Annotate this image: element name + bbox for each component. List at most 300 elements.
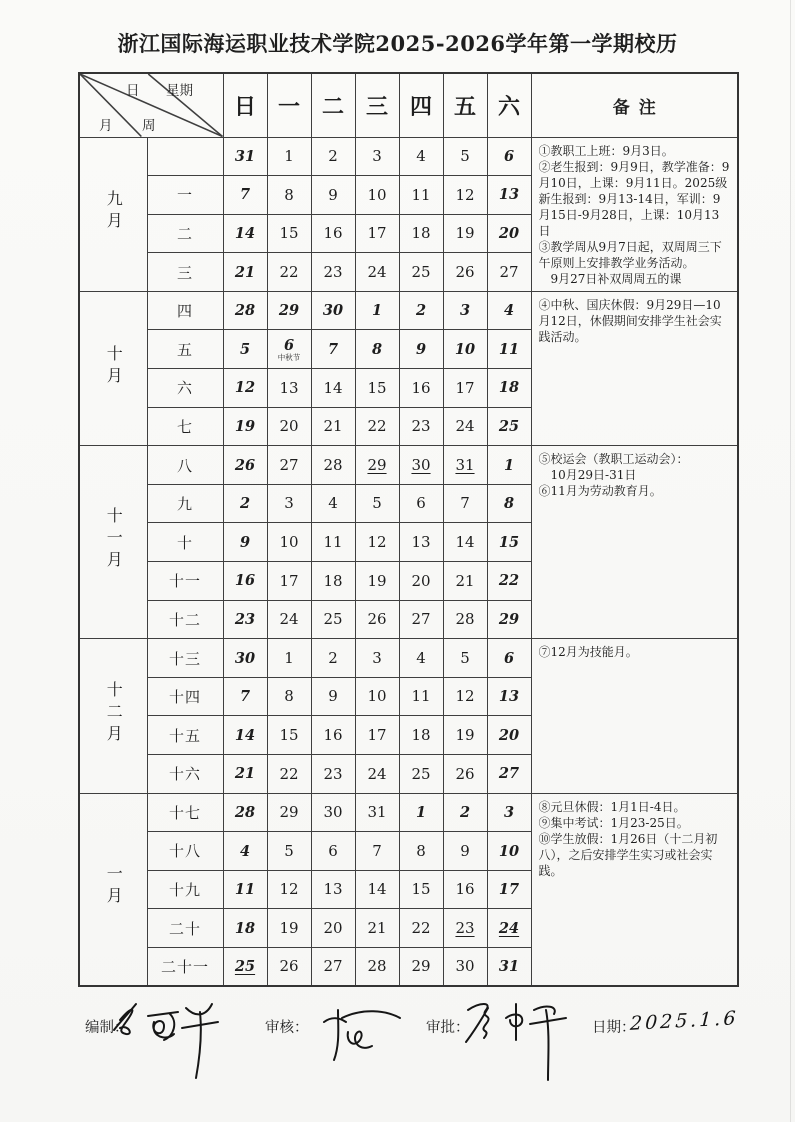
date-cell <box>443 716 487 755</box>
calendar-week-row <box>79 793 738 832</box>
week-number-cell: 六 <box>147 369 223 408</box>
date-number: 8 <box>284 185 294 204</box>
date-number: 26 <box>234 456 256 474</box>
date-cell <box>399 562 443 601</box>
date-cell <box>355 137 399 176</box>
date-number: 28 <box>455 610 475 629</box>
date-cell <box>355 291 399 330</box>
date-cell <box>443 600 487 639</box>
week-number-cell: 十八 <box>147 832 223 871</box>
date-number: 11 <box>234 881 256 899</box>
date-cell <box>443 330 487 369</box>
date-number: 16 <box>323 224 343 243</box>
date-number: 5 <box>460 147 470 166</box>
date-cell <box>311 562 355 601</box>
date-cell <box>267 137 311 176</box>
date-cell <box>223 600 267 639</box>
date-number: 29 <box>367 455 387 474</box>
date-number: 19 <box>455 725 475 744</box>
date-cell <box>311 214 355 253</box>
date-number: 12 <box>279 880 299 899</box>
week-number-cell: 十六 <box>147 755 223 794</box>
date-cell <box>311 755 355 794</box>
date-number: 2 <box>328 147 338 166</box>
date-cell <box>399 677 443 716</box>
date-cell <box>355 909 399 948</box>
date-number: 1 <box>284 147 294 166</box>
date-cell <box>355 484 399 523</box>
date-number: 11 <box>411 185 431 204</box>
weekday-header-tue: 二 <box>311 73 355 137</box>
date-number: 11 <box>323 532 343 551</box>
date-cell <box>399 870 443 909</box>
date-cell <box>267 793 311 832</box>
date-cell <box>443 639 487 678</box>
date-number: 8 <box>416 841 426 860</box>
date-number: 14 <box>323 378 343 397</box>
week-number-cell <box>147 137 223 176</box>
calendar-table <box>78 72 739 987</box>
date-cell <box>487 755 531 794</box>
review-label: 审核： <box>265 1020 309 1036</box>
date-cell <box>487 600 531 639</box>
date-cell <box>355 793 399 832</box>
date-number: 15 <box>411 880 431 899</box>
approver-signature <box>458 984 586 1088</box>
date-number: 29 <box>278 302 300 320</box>
week-number-cell: 二十 <box>147 909 223 948</box>
weekday-header-sun: 日 <box>223 73 267 137</box>
date-cell <box>223 562 267 601</box>
date-number: 30 <box>455 957 475 976</box>
date-cell <box>487 137 531 176</box>
date-number: 6 <box>503 147 515 165</box>
date-cell <box>267 562 311 601</box>
date-cell <box>311 446 355 485</box>
date-cell <box>267 407 311 446</box>
date-cell <box>223 832 267 871</box>
date-number: 28 <box>367 957 387 976</box>
date-number: 5 <box>284 841 294 860</box>
date-cell <box>311 600 355 639</box>
date-cell <box>267 755 311 794</box>
date-number: 17 <box>367 224 387 243</box>
date-number: 9 <box>460 841 470 860</box>
date-number: 14 <box>234 225 256 243</box>
date-cell <box>355 947 399 986</box>
date-cell <box>399 176 443 215</box>
date-cell <box>223 291 267 330</box>
date-cell <box>223 214 267 253</box>
date-number: 21 <box>234 765 256 783</box>
week-number-cell: 十五 <box>147 716 223 755</box>
date-number: 9 <box>328 185 338 204</box>
date-number: 3 <box>459 302 471 320</box>
date-cell <box>311 947 355 986</box>
month-remarks-cell <box>531 793 738 986</box>
date-cell <box>399 639 443 678</box>
date-cell <box>487 523 531 562</box>
date-number: 23 <box>455 918 475 937</box>
handwritten-date: 2025.1.6 <box>629 1007 740 1035</box>
week-number-cell: 十 <box>147 523 223 562</box>
date-number: 7 <box>372 841 382 860</box>
date-cell <box>223 793 267 832</box>
date-cell <box>399 947 443 986</box>
compile-label: 编制： <box>85 1020 129 1036</box>
date-cell <box>399 369 443 408</box>
date-cell <box>487 947 531 986</box>
date-number: 27 <box>411 610 431 629</box>
date-cell <box>355 639 399 678</box>
date-cell <box>399 137 443 176</box>
month-label: 九月 <box>104 190 124 235</box>
month-remarks-cell <box>531 291 738 445</box>
date-number: 3 <box>372 147 382 166</box>
date-cell <box>311 253 355 292</box>
calendar-week-row <box>79 291 738 330</box>
date-cell <box>443 214 487 253</box>
date-number: 2 <box>328 648 338 667</box>
date-cell <box>311 793 355 832</box>
month-remarks-cell <box>531 446 738 639</box>
date-cell <box>487 369 531 408</box>
date-cell <box>443 562 487 601</box>
date-cell <box>487 214 531 253</box>
date-number: 24 <box>367 764 387 783</box>
date-number: 13 <box>498 186 520 204</box>
date-cell <box>399 600 443 639</box>
month-label-cell <box>79 446 147 639</box>
date-cell <box>223 639 267 678</box>
date-number: 24 <box>455 417 475 436</box>
date-cell <box>311 137 355 176</box>
remark-paragraph: ②老生报到：9月9日，教学准备：9月10日，上课：9月11日。2025级新生报到：9月13-14日，军训：9月15日-9月28日，上课：10月13日 <box>538 159 730 238</box>
date-cell <box>487 870 531 909</box>
date-number: 20 <box>498 726 520 744</box>
corner-date-label: 日 <box>126 83 140 99</box>
date-number: 5 <box>239 340 251 358</box>
date-cell <box>355 446 399 485</box>
date-number: 7 <box>460 494 470 513</box>
date-number: 21 <box>367 918 387 937</box>
date-cell <box>487 330 531 369</box>
date-number: 22 <box>279 764 299 783</box>
calendar-week-row <box>79 446 738 485</box>
date-number: 17 <box>498 881 520 899</box>
week-number-cell: 七 <box>147 407 223 446</box>
date-cell <box>487 176 531 215</box>
date-number: 31 <box>367 803 387 822</box>
date-number: 6 <box>416 494 426 513</box>
date-cell <box>223 716 267 755</box>
date-number: 18 <box>498 379 520 397</box>
date-number: 22 <box>279 262 299 281</box>
date-number: 3 <box>284 494 294 513</box>
date-cell <box>223 176 267 215</box>
date-cell <box>311 832 355 871</box>
date-number: 14 <box>367 880 387 899</box>
date-number: 2 <box>239 495 251 513</box>
date-number: 23 <box>234 610 256 628</box>
date-number: 10 <box>367 185 387 204</box>
date-cell <box>223 947 267 986</box>
date-number: 9 <box>328 687 338 706</box>
date-cell <box>355 600 399 639</box>
date-cell <box>487 253 531 292</box>
date-number: 1 <box>503 456 515 474</box>
date-number: 15 <box>498 533 520 551</box>
date-cell <box>443 137 487 176</box>
date-number: 4 <box>416 147 426 166</box>
date-number: 3 <box>503 803 515 821</box>
date-cell <box>267 947 311 986</box>
date-cell <box>399 253 443 292</box>
date-number: 15 <box>279 224 299 243</box>
date-cell <box>267 484 311 523</box>
date-number: 14 <box>455 532 475 551</box>
reviewer-signature <box>312 996 422 1080</box>
date-number: 24 <box>498 919 520 937</box>
date-number: 30 <box>411 455 431 474</box>
month-label: 一月 <box>104 865 124 910</box>
week-number-cell: 十九 <box>147 870 223 909</box>
date-number: 31 <box>234 147 256 165</box>
date-number: 7 <box>239 688 251 706</box>
date-number: 20 <box>498 225 520 243</box>
date-number: 26 <box>455 262 475 281</box>
week-number-cell: 十二 <box>147 600 223 639</box>
date-cell <box>487 677 531 716</box>
date-number: 18 <box>323 571 343 590</box>
date-number: 19 <box>279 918 299 937</box>
date-cell <box>399 446 443 485</box>
calendar-header-row <box>79 73 738 137</box>
date-number: 18 <box>234 919 256 937</box>
date-number: 15 <box>279 725 299 744</box>
date-cell <box>267 446 311 485</box>
date-cell <box>355 176 399 215</box>
month-label-cell <box>79 793 147 986</box>
date-number: 11 <box>498 340 520 358</box>
date-cell <box>311 870 355 909</box>
date-number: 19 <box>455 224 475 243</box>
date-number: 13 <box>498 688 520 706</box>
date-number: 12 <box>367 532 387 551</box>
date-cell <box>355 214 399 253</box>
date-cell <box>223 137 267 176</box>
date-cell <box>355 523 399 562</box>
date-number: 1 <box>415 803 427 821</box>
date-number: 13 <box>279 378 299 397</box>
date-number: 7 <box>239 186 251 204</box>
date-cell <box>487 716 531 755</box>
date-cell <box>355 755 399 794</box>
date-number: 23 <box>323 764 343 783</box>
date-cell <box>267 870 311 909</box>
date-cell <box>355 369 399 408</box>
date-number: 6 <box>283 336 295 354</box>
date-number: 12 <box>234 379 256 397</box>
date-cell <box>355 677 399 716</box>
date-number: 2 <box>459 803 471 821</box>
remark-paragraph: ③教学周从9月7日起，双周周三下午原则上安排教学业务活动。 <box>538 239 722 271</box>
corner-week-label: 周 <box>142 118 156 134</box>
weekday-header-wed: 三 <box>355 73 399 137</box>
date-number: 13 <box>411 532 431 551</box>
remark-paragraph: ④中秋、国庆休假：9月29日—10月12日，休假期间安排学生社会实践活动。 <box>538 297 722 345</box>
month-label-cell <box>79 291 147 445</box>
week-number-cell: 十七 <box>147 793 223 832</box>
month-remarks-cell <box>531 639 738 793</box>
week-number-cell: 九 <box>147 484 223 523</box>
date-number: 16 <box>323 725 343 744</box>
date-number: 27 <box>499 262 519 281</box>
date-cell <box>311 407 355 446</box>
date-cell <box>487 446 531 485</box>
date-number: 25 <box>323 610 343 629</box>
date-number: 22 <box>498 572 520 590</box>
date-cell <box>223 446 267 485</box>
date-number: 12 <box>455 185 475 204</box>
date-cell <box>355 716 399 755</box>
month-label: 十二月 <box>104 680 124 747</box>
date-number: 28 <box>323 455 343 474</box>
date-number: 31 <box>455 455 475 474</box>
page-title: 浙江国际海运职业技术学院2025-2026学年第一学期校历 <box>117 31 678 56</box>
date-number: 25 <box>411 262 431 281</box>
approval-footer <box>0 1000 795 1110</box>
date-cell <box>487 909 531 948</box>
date-cell <box>487 407 531 446</box>
date-cell <box>355 870 399 909</box>
date-cell <box>223 330 267 369</box>
date-number: 28 <box>234 302 256 320</box>
date-cell <box>487 793 531 832</box>
date-cell <box>267 677 311 716</box>
date-cell <box>355 832 399 871</box>
date-number: 8 <box>284 687 294 706</box>
date-number: 16 <box>234 572 256 590</box>
month-label: 十一月 <box>104 507 124 574</box>
remark-paragraph: ⑨集中考试：1月23-25日。 <box>538 815 689 830</box>
weekday-header-mon: 一 <box>267 73 311 137</box>
date-cell <box>267 330 311 369</box>
date-cell <box>267 176 311 215</box>
date-number: 4 <box>416 648 426 667</box>
date-cell <box>311 291 355 330</box>
month-remarks-cell <box>531 137 738 291</box>
date-cell <box>399 755 443 794</box>
date-cell <box>487 291 531 330</box>
date-number: 10 <box>367 687 387 706</box>
date-number: 20 <box>323 918 343 937</box>
date-number: 1 <box>284 648 294 667</box>
date-cell <box>355 407 399 446</box>
week-number-cell: 十四 <box>147 677 223 716</box>
date-cell <box>399 832 443 871</box>
date-number: 29 <box>279 803 299 822</box>
date-cell <box>223 484 267 523</box>
calendar-week-row <box>79 137 738 176</box>
date-number: 29 <box>411 957 431 976</box>
date-number: 1 <box>371 302 383 320</box>
remark-paragraph: ⑧元旦休假：1月1日-4日。 <box>538 799 686 814</box>
date-cell <box>443 832 487 871</box>
date-cell <box>399 291 443 330</box>
date-cell <box>311 639 355 678</box>
date-number: 3 <box>372 648 382 667</box>
date-cell <box>267 523 311 562</box>
month-label-cell <box>79 137 147 291</box>
date-number: 18 <box>411 725 431 744</box>
date-number: 20 <box>279 417 299 436</box>
date-number: 31 <box>498 958 520 976</box>
remark-paragraph: 10月29日-31日 <box>538 468 637 483</box>
date-cell <box>311 909 355 948</box>
date-number: 21 <box>323 417 343 436</box>
date-cell <box>267 253 311 292</box>
date-number: 9 <box>239 533 251 551</box>
date-number: 21 <box>234 263 256 281</box>
date-cell <box>443 909 487 948</box>
date-number: 8 <box>371 340 383 358</box>
festival-note: 中秋节 <box>277 353 301 363</box>
corner-weekday-label: 星期 <box>166 83 193 99</box>
date-number: 11 <box>411 687 431 706</box>
date-number: 10 <box>279 532 299 551</box>
date-cell <box>399 793 443 832</box>
remark-paragraph: ①教职工上班：9月3日。 <box>538 143 674 158</box>
remarks-header: 备注 <box>531 73 738 137</box>
date-number: 17 <box>367 725 387 744</box>
date-number: 19 <box>367 571 387 590</box>
date-cell <box>311 677 355 716</box>
date-cell <box>399 523 443 562</box>
date-number: 25 <box>234 958 256 976</box>
week-number-cell: 八 <box>147 446 223 485</box>
week-number-cell: 四 <box>147 291 223 330</box>
date-cell <box>443 677 487 716</box>
date-number: 4 <box>328 494 338 513</box>
date-cell <box>399 484 443 523</box>
date-cell <box>267 214 311 253</box>
date-cell <box>443 407 487 446</box>
corner-month-label: 月 <box>99 118 113 134</box>
date-cell <box>355 562 399 601</box>
date-cell <box>311 523 355 562</box>
weekday-header-fri: 五 <box>443 73 487 137</box>
week-number-cell: 一 <box>147 176 223 215</box>
week-number-cell: 二十一 <box>147 947 223 986</box>
date-number: 27 <box>498 765 520 783</box>
date-cell <box>443 369 487 408</box>
date-cell <box>399 407 443 446</box>
date-cell <box>311 176 355 215</box>
month-label-cell <box>79 639 147 793</box>
date-number: 22 <box>411 918 431 937</box>
approve-label: 审批： <box>426 1020 470 1036</box>
date-cell <box>443 523 487 562</box>
remark-paragraph: ⑦12月为技能月。 <box>538 645 638 660</box>
date-number: 30 <box>323 803 343 822</box>
date-cell <box>443 253 487 292</box>
date-number: 9 <box>415 340 427 358</box>
remark-paragraph: 9月27日补双周周五的课 <box>538 272 682 287</box>
date-number: 6 <box>503 649 515 667</box>
date-cell <box>223 523 267 562</box>
date-cell <box>487 832 531 871</box>
